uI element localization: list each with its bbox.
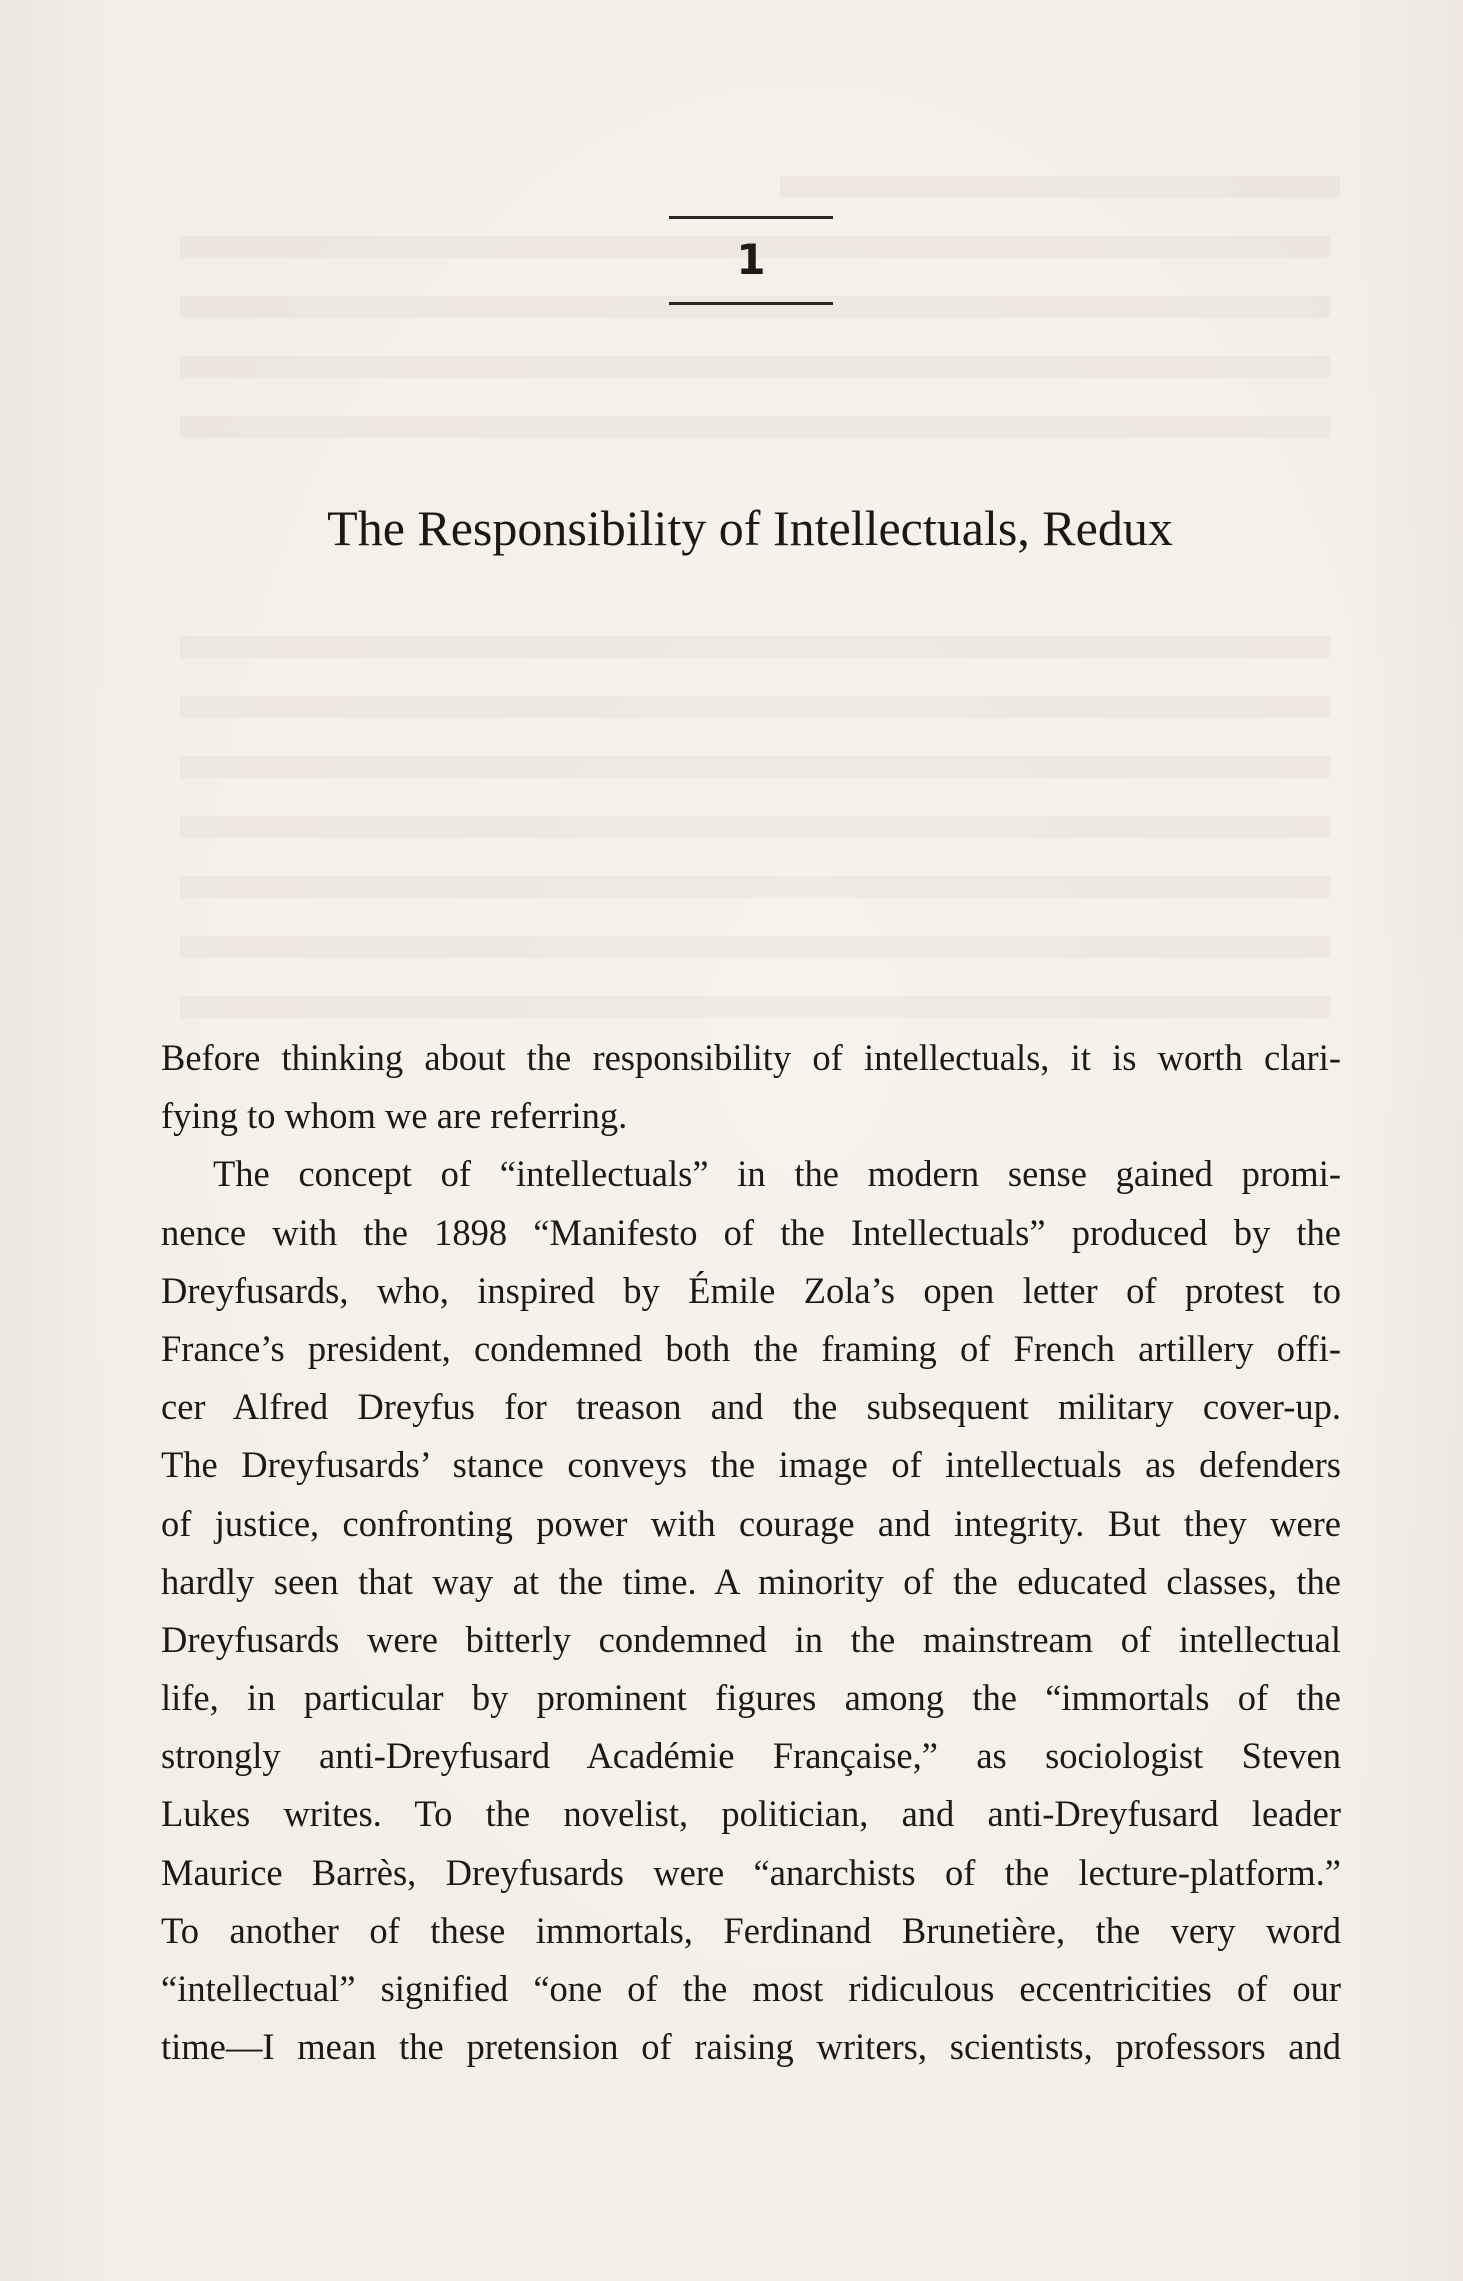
bleed-through bbox=[180, 756, 1330, 778]
chapter-number: 1 bbox=[736, 235, 766, 284]
bleed-through bbox=[180, 296, 1330, 318]
text-line: cer Alfred Dreyfus for treason and the subsequent military cover-up. bbox=[161, 1386, 1341, 1428]
bleed-through bbox=[180, 636, 1330, 658]
text-line: nence with the 1898 “Manifesto of the Intellectuals” produced by the bbox=[161, 1211, 1341, 1253]
bleed-through bbox=[180, 816, 1330, 838]
text-line: Before thinking about the responsibility of intellectuals, it is worth clari- bbox=[161, 1037, 1341, 1078]
text-line: Maurice Barrès, Dreyfusards were “anarchists of the lecture-platform.” bbox=[161, 1851, 1341, 1893]
chapter-rule-top bbox=[669, 216, 833, 219]
chapter-title: The Responsibility of Intellectuals, Redux bbox=[327, 500, 1173, 556]
bleed-through bbox=[180, 876, 1330, 898]
text-line: strongly anti-Dreyfusard Académie Française,” as sociologist Steven bbox=[161, 1735, 1341, 1777]
text-line: Dreyfusards were bitterly condemned in the mainstream of intellectual bbox=[161, 1618, 1341, 1660]
text-line: life, in particular by prominent figures among the “immortals of the bbox=[161, 1677, 1341, 1719]
bleed-through bbox=[180, 356, 1330, 378]
bleed-through bbox=[180, 416, 1330, 438]
text-line: “intellectual” signified “one of the most ridiculous eccentricities of our bbox=[161, 1968, 1341, 2009]
text-line: To another of these immortals, Ferdinand Brunetière, the very word bbox=[161, 1909, 1341, 1951]
bleed-through bbox=[780, 176, 1340, 198]
text-line: hardly seen that way at the time. A minority of the educated classes, the bbox=[161, 1560, 1341, 1602]
chapter-rule-bottom bbox=[669, 302, 833, 305]
bleed-through bbox=[180, 936, 1330, 958]
paragraph-1 bbox=[161, 1029, 1341, 1145]
paragraph-2 bbox=[161, 1145, 1341, 2076]
text-line: The concept of “intellectuals” in the modern sense gained promi- bbox=[213, 1153, 1341, 1195]
text-line: The Dreyfusards’ stance conveys the image of intellectuals as defenders bbox=[161, 1444, 1341, 1486]
text-line: of justice, confronting power with courage and integrity. But they were bbox=[161, 1502, 1341, 1544]
bleed-through bbox=[180, 696, 1330, 718]
body-text bbox=[161, 1029, 1341, 2076]
text-line: time—I mean the pretension of raising writers, scientists, professors and bbox=[161, 2026, 1341, 2068]
text-line: Dreyfusards, who, inspired by Émile Zola’s open letter of protest to bbox=[161, 1269, 1341, 1311]
text-line: Lukes writes. To the novelist, politician, and anti-Dreyfusard leader bbox=[161, 1793, 1341, 1835]
bleed-through bbox=[180, 996, 1330, 1018]
text-line: fying to whom we are referring. bbox=[161, 1095, 628, 1137]
text-line: France’s president, condemned both the framing of French artillery offi- bbox=[161, 1327, 1341, 1369]
